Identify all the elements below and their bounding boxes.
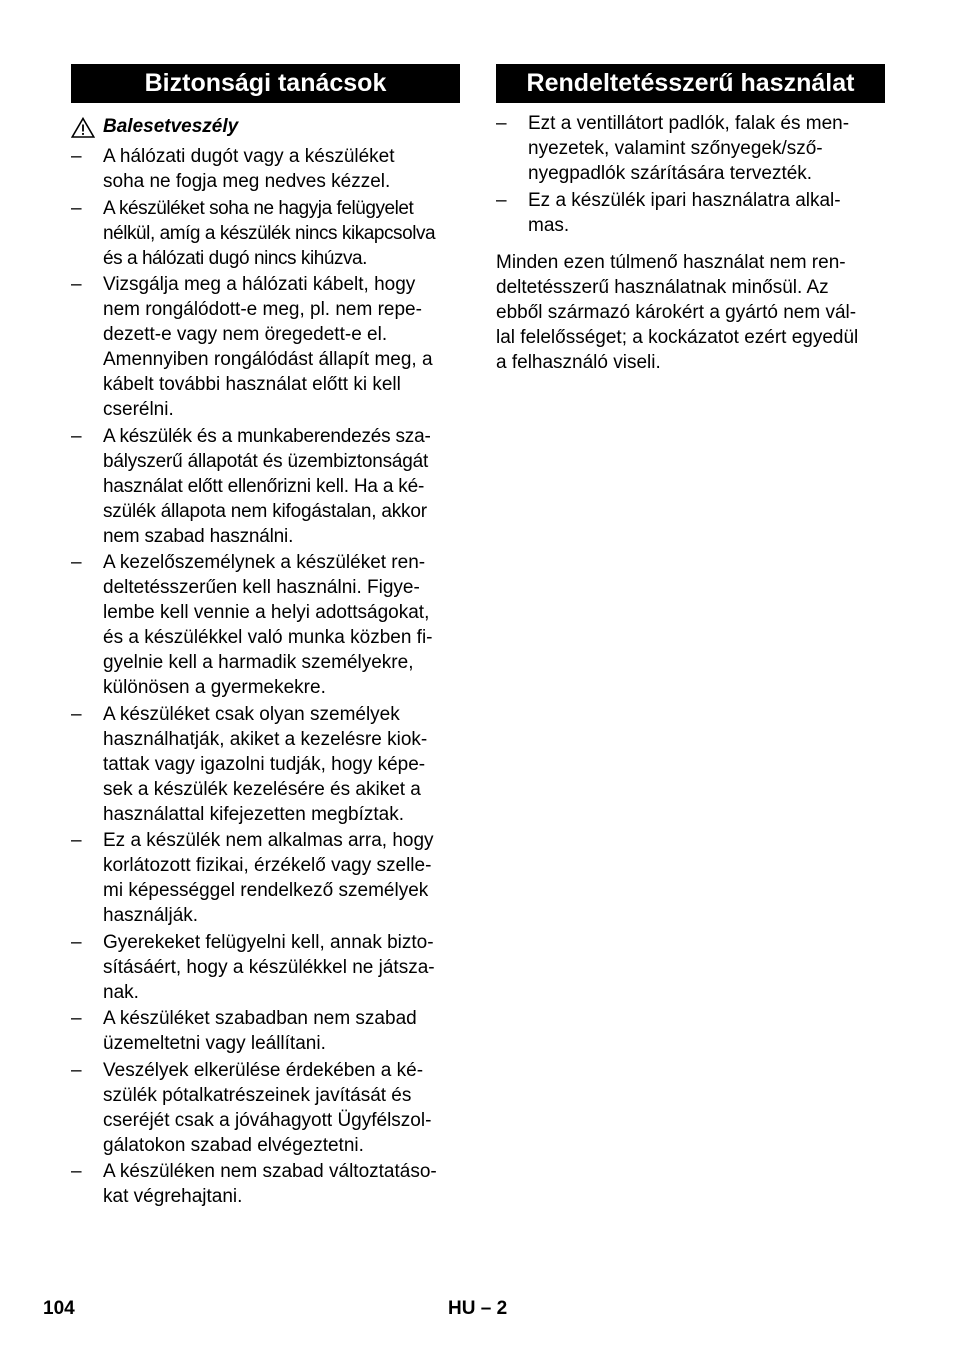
list-dash: – bbox=[71, 146, 82, 167]
list-item bbox=[71, 196, 460, 271]
list-item bbox=[71, 930, 460, 1005]
list-dash: – bbox=[71, 1008, 82, 1029]
list-dash: – bbox=[71, 931, 82, 953]
list-dash: – bbox=[71, 1161, 82, 1182]
list-dash: – bbox=[71, 425, 82, 447]
list-item-text: A kezelőszemélynek a készüléket ren- deltetésszerűen kell használni. Figye- lembe kell vennie a helyi adottságokat, és a készülékkel való munka közben fi- gyelnie kell a harmadik személyekre, különösen a gyermekekre. bbox=[103, 552, 433, 698]
intended-use-list bbox=[496, 111, 885, 238]
list-item-text: A készüléket csak olyan személyek használhatják, akiket a kezelésre kiok- tattak vagy igazolni tudják, hogy képe- sek a készülék kezelésére és akiket a használattal kifejezetten megbíztak. bbox=[103, 703, 428, 825]
list-item-text: Ez a készülék ipari használatra alkal- mas. bbox=[528, 189, 841, 236]
safety-heading: Biztonsági tanácsok bbox=[71, 64, 460, 103]
list-item bbox=[71, 1159, 460, 1209]
list-item-text: A készülék és a munkaberendezés sza- bályszerű állapotát és üzembiztonságát használat előtt ellenőrizni kell. Ha a ké- szülék állapota nem kifogástalan, akkor nem szabad használni. bbox=[103, 425, 431, 547]
list-item bbox=[71, 424, 460, 549]
list-item bbox=[71, 144, 460, 194]
list-dash: – bbox=[71, 274, 82, 295]
list-dash: – bbox=[496, 189, 507, 211]
list-dash: – bbox=[71, 703, 82, 725]
list-dash: – bbox=[496, 113, 507, 134]
page-number: 104 bbox=[43, 1298, 75, 1319]
list-item-text: Veszélyek elkerülése érdekében a ké- szülék pótalkatrészeinek javítását és cseréjét csak a jóváhagyott Ügyfélszol- gálatokon szabad elvégeztetni. bbox=[103, 1059, 432, 1156]
list-dash: – bbox=[71, 830, 82, 851]
list-dash: – bbox=[71, 197, 82, 219]
safety-list bbox=[71, 144, 460, 1209]
list-dash: – bbox=[71, 552, 82, 573]
list-item bbox=[71, 702, 460, 827]
list-item bbox=[496, 111, 885, 186]
list-item-text: Gyerekeket felügyelni kell, annak bizto- sításáért, hogy a készülékkel ne játsza- nak. bbox=[103, 931, 435, 1003]
list-item-text: Vizsgálja meg a hálózati kábelt, hogy nem rongálódott-e meg, pl. nem repe- dezett-e vagy nem öregedett-e el. Amennyiben rongálódást állapít meg, a kábelt további használat előtt ki kell cserélni. bbox=[103, 274, 433, 420]
list-item-text: A hálózati dugót vagy a készüléket soha ne fogja meg nedves kézzel. bbox=[103, 146, 395, 192]
intended-use-paragraph: Minden ezen túlmenő használat nem ren- deltetésszerű használatnak minősül. Az ebből származó károkért a gyártó nem vál- lal felelősséget; a kockázatot ezért egyedül a felhasználó viseli. bbox=[496, 251, 859, 373]
list-item bbox=[71, 828, 460, 928]
warning-row bbox=[71, 115, 460, 139]
list-item bbox=[71, 272, 460, 422]
list-item bbox=[71, 550, 460, 700]
list-item bbox=[71, 1058, 460, 1158]
list-item-text: A készüléket szabadban nem szabad üzemeltetni vagy leállítani. bbox=[103, 1008, 417, 1054]
list-dash: – bbox=[71, 1059, 82, 1081]
list-item-text: Ez a készülék nem alkalmas arra, hogy korlátozott fizikai, érzékelő vagy szelle- mi képességgel rendelkező személyek használják. bbox=[103, 830, 434, 926]
list-item-text: A készüléket soha ne hagyja felügyelet nélkül, amíg a készülék nincs kikapcsolva és a hálózati dugó nincs kihúzva. bbox=[103, 197, 436, 269]
warning-triangle-icon bbox=[71, 117, 95, 138]
list-item bbox=[71, 1006, 460, 1056]
list-item-text: A készüléken nem szabad változtatáso- kat végrehajtani. bbox=[103, 1161, 437, 1207]
safety-section bbox=[71, 64, 460, 1209]
list-item bbox=[496, 188, 885, 238]
list-item-text: Ezt a ventillátort padlók, falak és men- nyezetek, valamint szőnyegek/sző- nyegpadlók szárítására tervezték. bbox=[528, 113, 850, 184]
warning-label: Balesetveszély bbox=[103, 116, 239, 137]
intended-use-section bbox=[496, 64, 885, 375]
intended-use-heading: Rendeltetésszerű használat bbox=[496, 64, 885, 103]
page-code: HU – 2 bbox=[448, 1298, 508, 1319]
